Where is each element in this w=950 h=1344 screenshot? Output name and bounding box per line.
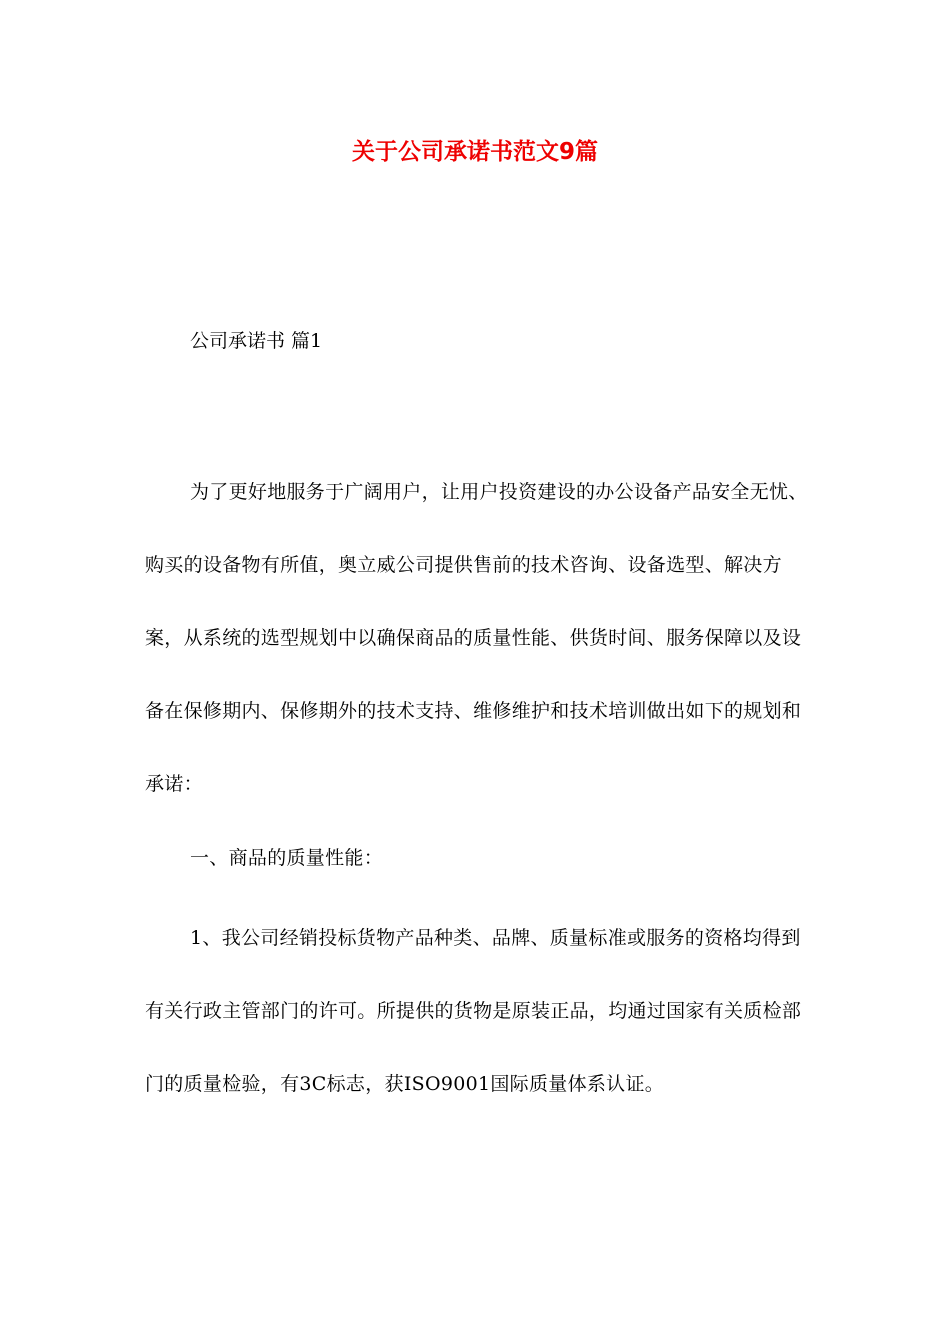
body-paragraph-subheading: 一、商品的质量性能： bbox=[190, 847, 384, 869]
section-heading: 公司承诺书 篇1 bbox=[190, 330, 323, 352]
body-paragraph-item-1: 1、我公司经销投标货物产品种类、品牌、质量标准或服务的资格均得到有关行政主管部门的许可。所提供的货物是原装正品，均通过国家有关质检部门的质量检验，有3C标志，获ISO9001国际质量体系认证。 bbox=[145, 927, 802, 1095]
document-title: 关于公司承诺书范文9篇 bbox=[351, 139, 598, 165]
body-paragraph-intro: 为了更好地服务于广阔用户，让用户投资建设的办公设备产品安全无忧、购买的设备物有所值，奥立威公司提供售前的技术咨询、设备选型、解决方案，从系统的选型规划中以确保商品的质量性能、供货时间、服务保障以及设备在保修期内、保修期外的技术支持、维修维护和技术培训做出如下的规划和承诺： bbox=[145, 481, 808, 795]
